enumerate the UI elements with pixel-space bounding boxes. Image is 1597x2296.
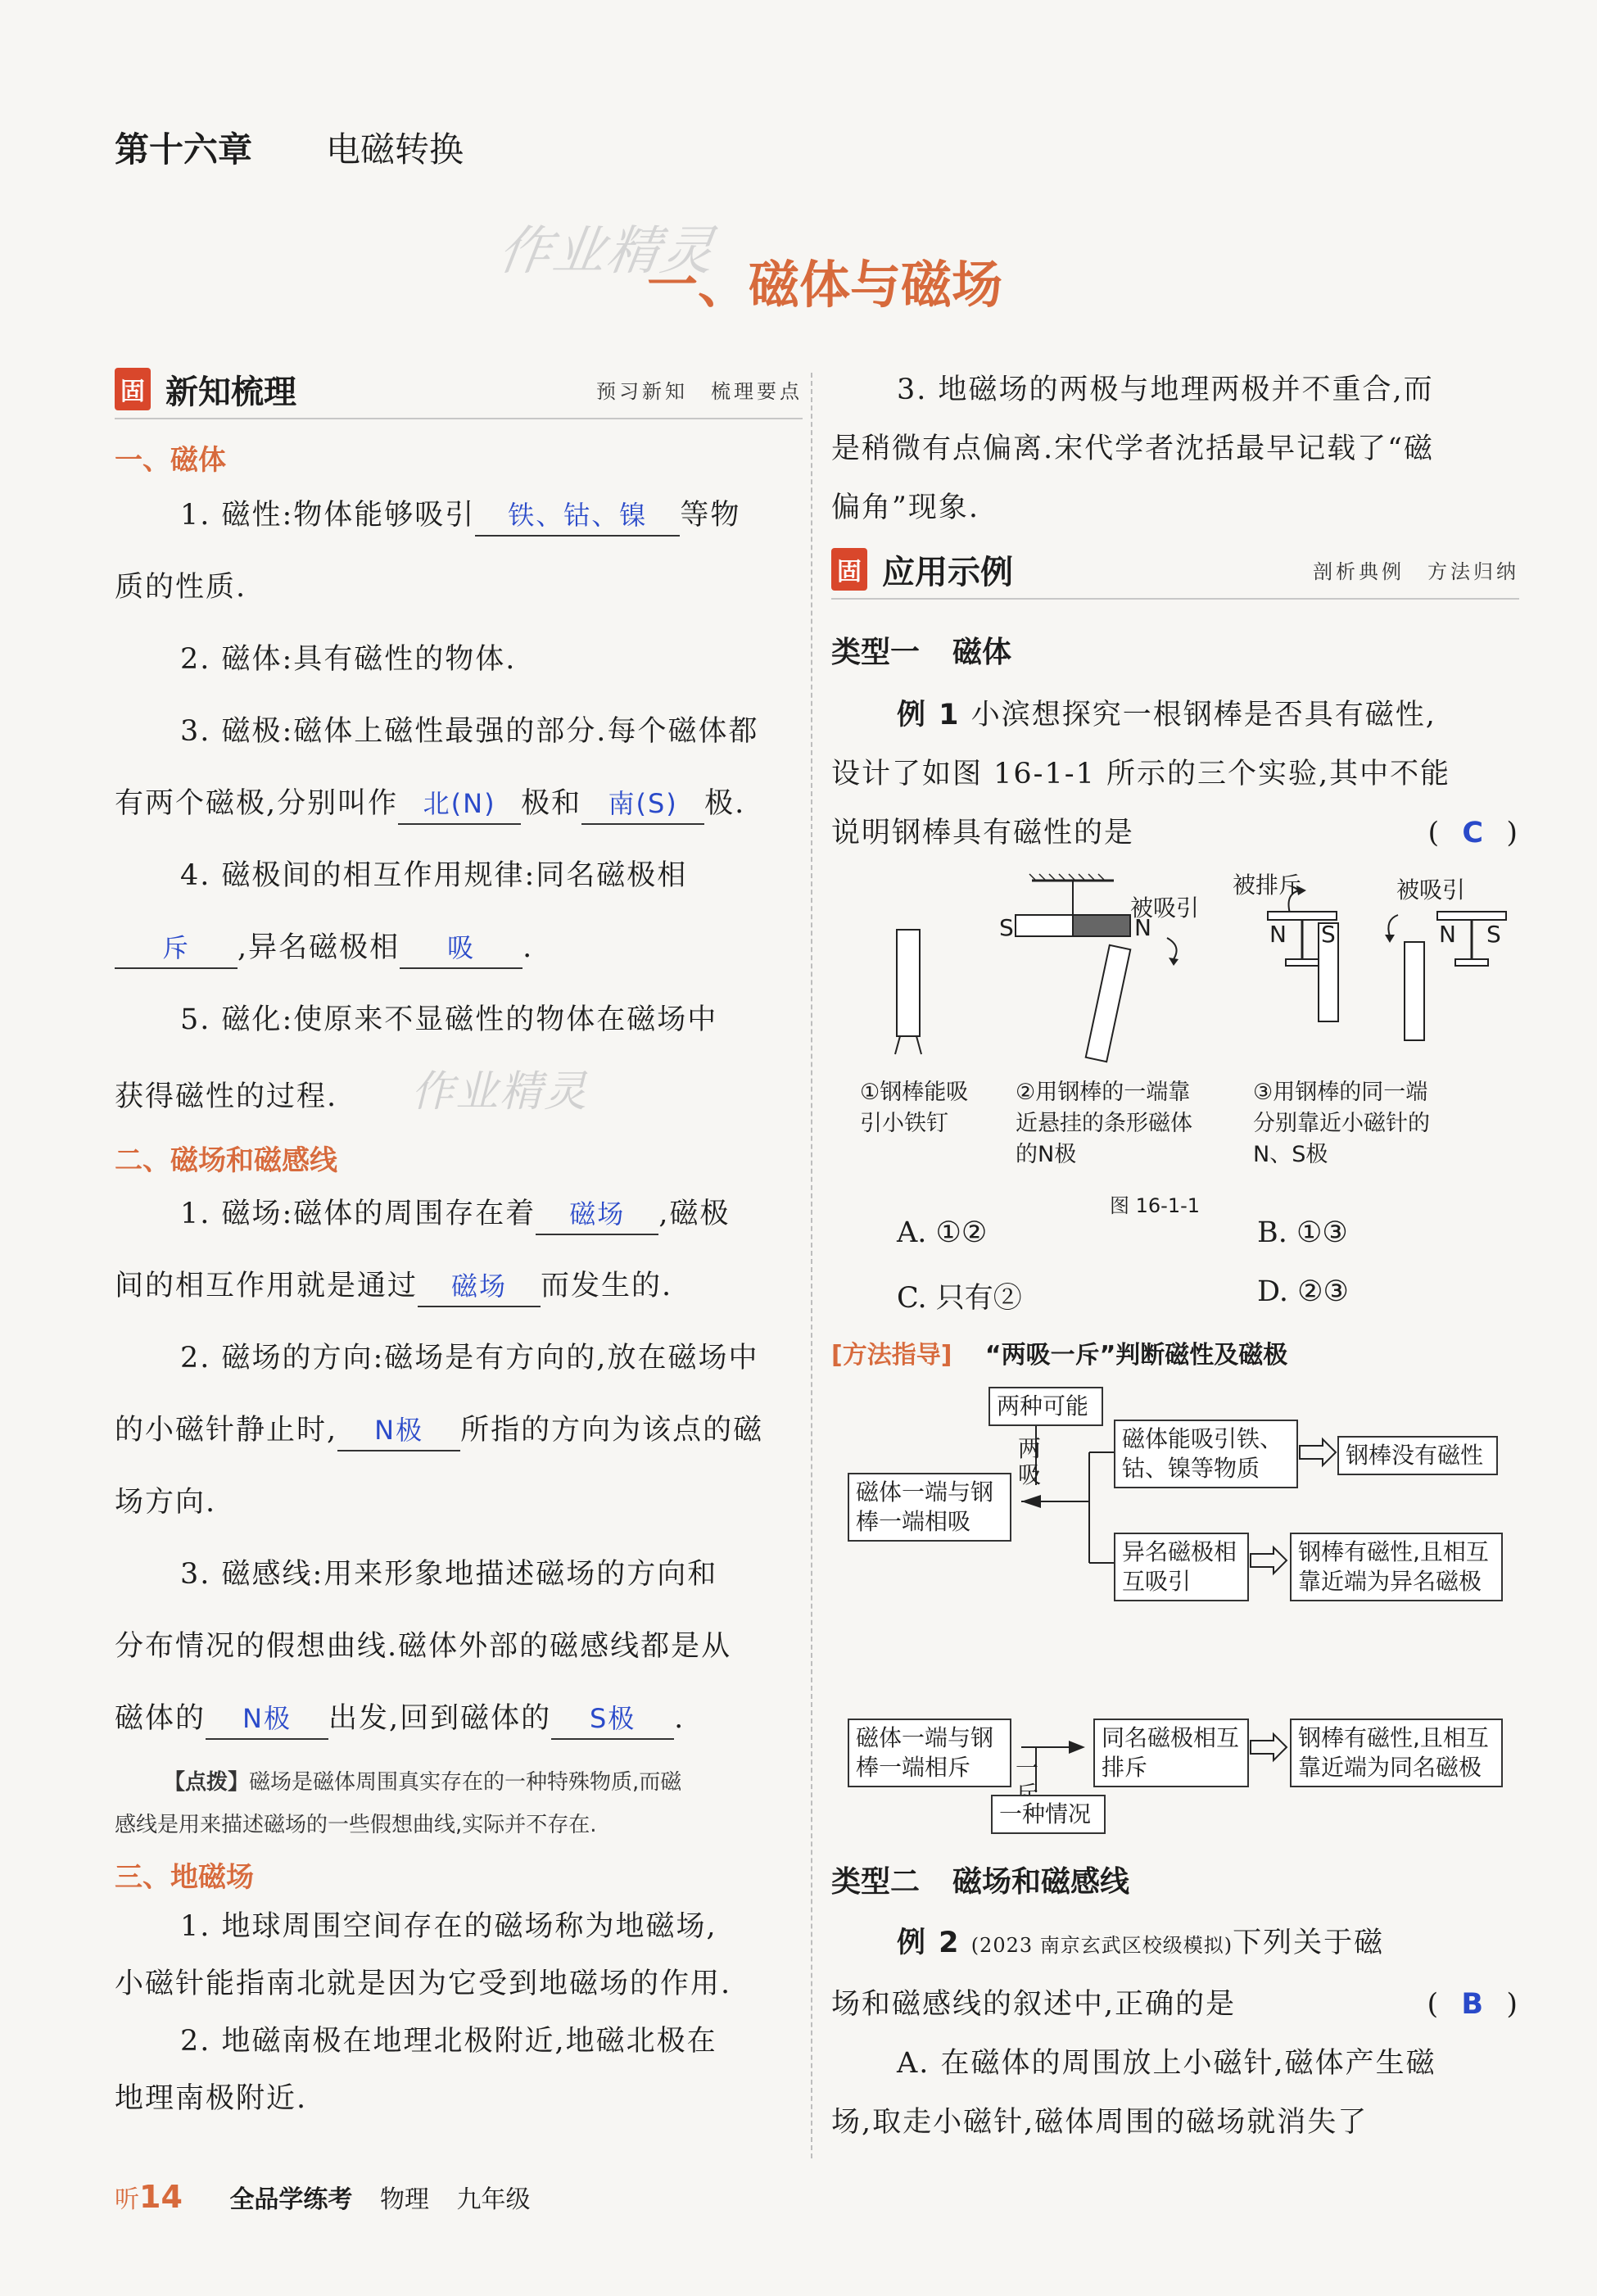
new-knowledge-subtitle: 预习新知 梳理要点 [596, 379, 803, 403]
paragraph: 3. 磁感线:用来形象地描述磁场的方向和 [180, 1558, 718, 1591]
text: 有两个磁极,分别叫作 [115, 787, 399, 820]
paragraph: 3. 地磁场的两极与地理两极并不重合,而 [897, 374, 1434, 406]
label-repel: 被排斥 [1233, 872, 1302, 899]
text: 场和磁感线的叙述中,正确的是 [831, 1988, 1237, 2021]
watermark: 作业精灵 [411, 1067, 589, 1116]
paragraph: 3. 磁极:磁体上磁性最强的部分.每个磁体都 [180, 715, 759, 748]
option-d: D. ②③ [1257, 1275, 1349, 1308]
text: ②用钢棒的一端靠 [1016, 1080, 1191, 1105]
pole-s: S [1321, 921, 1336, 948]
answer-blank: 磁场 [418, 1270, 541, 1307]
text: 小滨想探究一根钢棒是否具有磁性, [970, 699, 1436, 731]
text: ,异名磁极相 [238, 931, 400, 964]
answer: B [1461, 1988, 1486, 2021]
application-header [831, 541, 1519, 600]
book-name: 全品学练考 [229, 2185, 353, 2214]
caption-1 [860, 1077, 968, 1139]
text: 所指的方向为该点的磁 [460, 1414, 764, 1447]
paragraph [115, 479, 803, 551]
figure-caption: 图 16-1-1 [1110, 1194, 1201, 1217]
text: 说明钢棒具有磁性的是 [831, 817, 1135, 849]
paragraph: 2. 磁体:具有磁性的物体. [180, 643, 517, 676]
paragraph: 偏角”现象. [831, 491, 980, 524]
answer-blank: N极 [206, 1702, 328, 1740]
paragraph [831, 804, 1519, 863]
subject: 物理 [379, 2185, 429, 2214]
method-guide [831, 1334, 1519, 1370]
flow-one-repel: 一 [1016, 1755, 1039, 1782]
option-c: C. 只有② [897, 1282, 1022, 1315]
chapter-number: 第十六章 [115, 129, 253, 170]
bracket: ) [1506, 1988, 1519, 2021]
paragraph: 地理南极附近. [115, 2082, 308, 2115]
paragraph [115, 768, 803, 840]
paragraph: 小磁针能指南北就是因为它受到地磁场的作用. [115, 1968, 732, 2000]
example-label: 例 1 [897, 699, 961, 731]
paragraph: 设计了如图 16-1-1 所示的三个实验,其中不能 [831, 758, 1451, 790]
type-name: 磁场和磁感线 [952, 1865, 1130, 1899]
text: 下列关于磁 [1233, 1927, 1385, 1959]
pole-s: S [999, 914, 1014, 941]
paragraph: 5. 磁化:使原来不显磁性的物体在磁场中 [180, 1003, 718, 1036]
pole-n: N [1134, 914, 1151, 941]
text: 近悬挂的条形磁体 [1016, 1111, 1192, 1136]
bracket: ( [1427, 817, 1441, 849]
text: . [523, 931, 534, 964]
method-title: “两吸一斥”判断磁性及磁极 [984, 1341, 1288, 1370]
right-column [831, 360, 1519, 2152]
footer-prefix: 听 [115, 2185, 139, 2214]
tip-label: 【点拨】 [164, 1770, 250, 1795]
paragraph: 4. 磁极间的相互作用规律:同名磁极相 [180, 859, 688, 892]
text: 引小铁钉 [860, 1111, 948, 1136]
new-knowledge-title: 新知梳理 [165, 373, 296, 411]
pole-n: N [1439, 921, 1456, 948]
paragraph [115, 1394, 803, 1466]
type-name: 磁体 [952, 636, 1012, 669]
text: 极和 [521, 787, 582, 820]
type-label: 类型一 [831, 636, 921, 669]
text: 极. [704, 787, 746, 820]
type-one-heading [831, 629, 1519, 671]
chapter-name: 电磁转换 [326, 129, 464, 170]
flow-result-a: 钢棒没有磁性 [1337, 1436, 1498, 1475]
subheading-field: 二、磁场和磁感线 [115, 1144, 337, 1177]
text: ③用钢棒的同一端 [1253, 1080, 1428, 1105]
paragraph: 是稍微有点偏离.宋代学者沈括最早记载了“磁 [831, 432, 1435, 465]
text: N、S极 [1253, 1142, 1328, 1167]
footer [115, 2179, 531, 2215]
answer-blank: 吸 [400, 931, 523, 969]
answer-blank: 磁场 [536, 1198, 658, 1235]
text: 分别靠近小磁针的 [1253, 1111, 1430, 1136]
answer-blank: 铁、钴、镍 [475, 499, 680, 537]
tip-note-cont: 感线是用来描述磁场的一些假想曲线,实际并不存在. [115, 1813, 597, 1837]
page-number: 14 [139, 2179, 183, 2215]
watermark: 作业精灵 [494, 221, 720, 282]
left-column [115, 360, 803, 2127]
example-2 [831, 1913, 1519, 1975]
section-icon: 固 [115, 368, 151, 410]
type-label: 类型二 [831, 1865, 921, 1899]
paragraph [831, 1975, 1519, 2034]
option-a-line-2: 场,取走小磁针,磁体周围的磁场就消失了 [831, 2106, 1369, 2139]
option-a: A. ①② [897, 1216, 988, 1249]
paragraph: 质的性质. [115, 571, 247, 604]
answer-blank: 南(S) [581, 787, 704, 825]
answer-bracket [1427, 1975, 1519, 2034]
section-icon: 固 [831, 548, 867, 591]
caption-2 [1016, 1077, 1192, 1171]
option-b: B. ①③ [1257, 1216, 1348, 1249]
example-label: 例 2 [897, 1927, 961, 1959]
subheading-earth: 三、地磁场 [115, 1861, 254, 1894]
answer-blank: 北(N) [398, 787, 521, 825]
answer-blank: 斥 [115, 931, 238, 969]
application-title: 应用示例 [882, 553, 1013, 591]
source: (2023 南京玄武区校级模拟) [970, 1934, 1233, 1957]
tip-note [115, 1761, 803, 1804]
section-title: 一、磁体与磁场 [647, 255, 1003, 315]
flow-start-repel: 磁体一端与钢棒一端相斥 [848, 1719, 1011, 1787]
flow-one-case: 一种情况 [991, 1795, 1106, 1834]
text: 1. 磁场:磁体的周围存在着 [180, 1198, 536, 1230]
paragraph: 2. 磁场的方向:磁场是有方向的,放在磁场中 [180, 1342, 759, 1374]
pole-n: N [1269, 921, 1287, 948]
method-label: [方法指导] [831, 1341, 952, 1370]
paragraph [115, 912, 803, 984]
paragraph: 2. 地磁南极在地理北极附近,地磁北极在 [180, 2025, 717, 2058]
figure-16-1-1 [831, 872, 1519, 1216]
text: 磁场是磁体周围真实存在的一种特殊物质,而磁 [249, 1770, 682, 1795]
text: 出发,回到磁体的 [328, 1702, 552, 1735]
new-knowledge-header [115, 360, 803, 419]
text: . [674, 1702, 685, 1735]
paragraph [115, 1178, 803, 1250]
type-two-heading [831, 1859, 1519, 1900]
flow-result-b: 钢棒有磁性,且相互靠近端为异名磁极 [1290, 1533, 1503, 1601]
flow-box-b: 异名磁极相互吸引 [1114, 1533, 1249, 1601]
flow-box-c: 同名磁极相互排斥 [1093, 1719, 1249, 1787]
label-attract: 被吸引 [1130, 894, 1200, 922]
column-divider [811, 373, 812, 2158]
text: ,磁极 [658, 1198, 731, 1230]
answer-blank: S极 [551, 1702, 674, 1740]
chapter-heading [115, 123, 464, 172]
text: 而发生的. [541, 1270, 673, 1302]
grade: 九年级 [456, 2185, 531, 2214]
text: 等物 [680, 499, 741, 532]
flowchart [831, 1387, 1519, 1862]
answer-bracket [1427, 804, 1519, 863]
flow-box-a: 磁体能吸引铁、钴、镍等物质 [1114, 1420, 1298, 1488]
caption-3 [1253, 1077, 1430, 1171]
subheading-magnet: 一、磁体 [115, 444, 226, 477]
paragraph [115, 1056, 803, 1133]
paragraph [115, 1682, 803, 1755]
text: 间的相互作用就是通过 [115, 1270, 418, 1302]
text: 获得磁性的过程. [115, 1080, 338, 1113]
example-1 [831, 686, 1519, 745]
application-subtitle: 剖析典例 方法归纳 [1313, 559, 1519, 583]
text: 磁体的 [115, 1702, 206, 1735]
paragraph: 1. 地球周围空间存在的磁场称为地磁场, [180, 1910, 717, 1943]
text: 1. 磁性:物体能够吸引 [180, 499, 476, 532]
text: 的N极 [1016, 1142, 1077, 1167]
flow-start-attract: 磁体一端与钢棒一端相吸 [848, 1473, 1011, 1542]
flow-result-c: 钢棒有磁性,且相互靠近端为同名磁极 [1290, 1719, 1503, 1787]
paragraph: 分布情况的假想曲线.磁体外部的磁感线都是从 [115, 1630, 732, 1663]
option-a-line-1: A. 在磁体的周围放上小磁针,磁体产生磁 [897, 2047, 1436, 2080]
pole-s: S [1486, 921, 1501, 948]
flow-two-attract: 两吸 [1018, 1435, 1042, 1488]
answer: C [1462, 817, 1486, 849]
bracket: ( [1427, 1988, 1441, 2021]
text: ①钢棒能吸 [860, 1080, 969, 1105]
paragraph: 场方向. [115, 1486, 217, 1519]
flow-two-possibilities: 两种可能 [989, 1387, 1103, 1426]
options [831, 1216, 1519, 1334]
paragraph [115, 1250, 803, 1322]
answer-blank: N极 [337, 1414, 460, 1451]
text: 的小磁针静止时, [115, 1414, 338, 1447]
label-attract-2: 被吸引 [1396, 876, 1466, 903]
bracket: ) [1506, 817, 1519, 849]
